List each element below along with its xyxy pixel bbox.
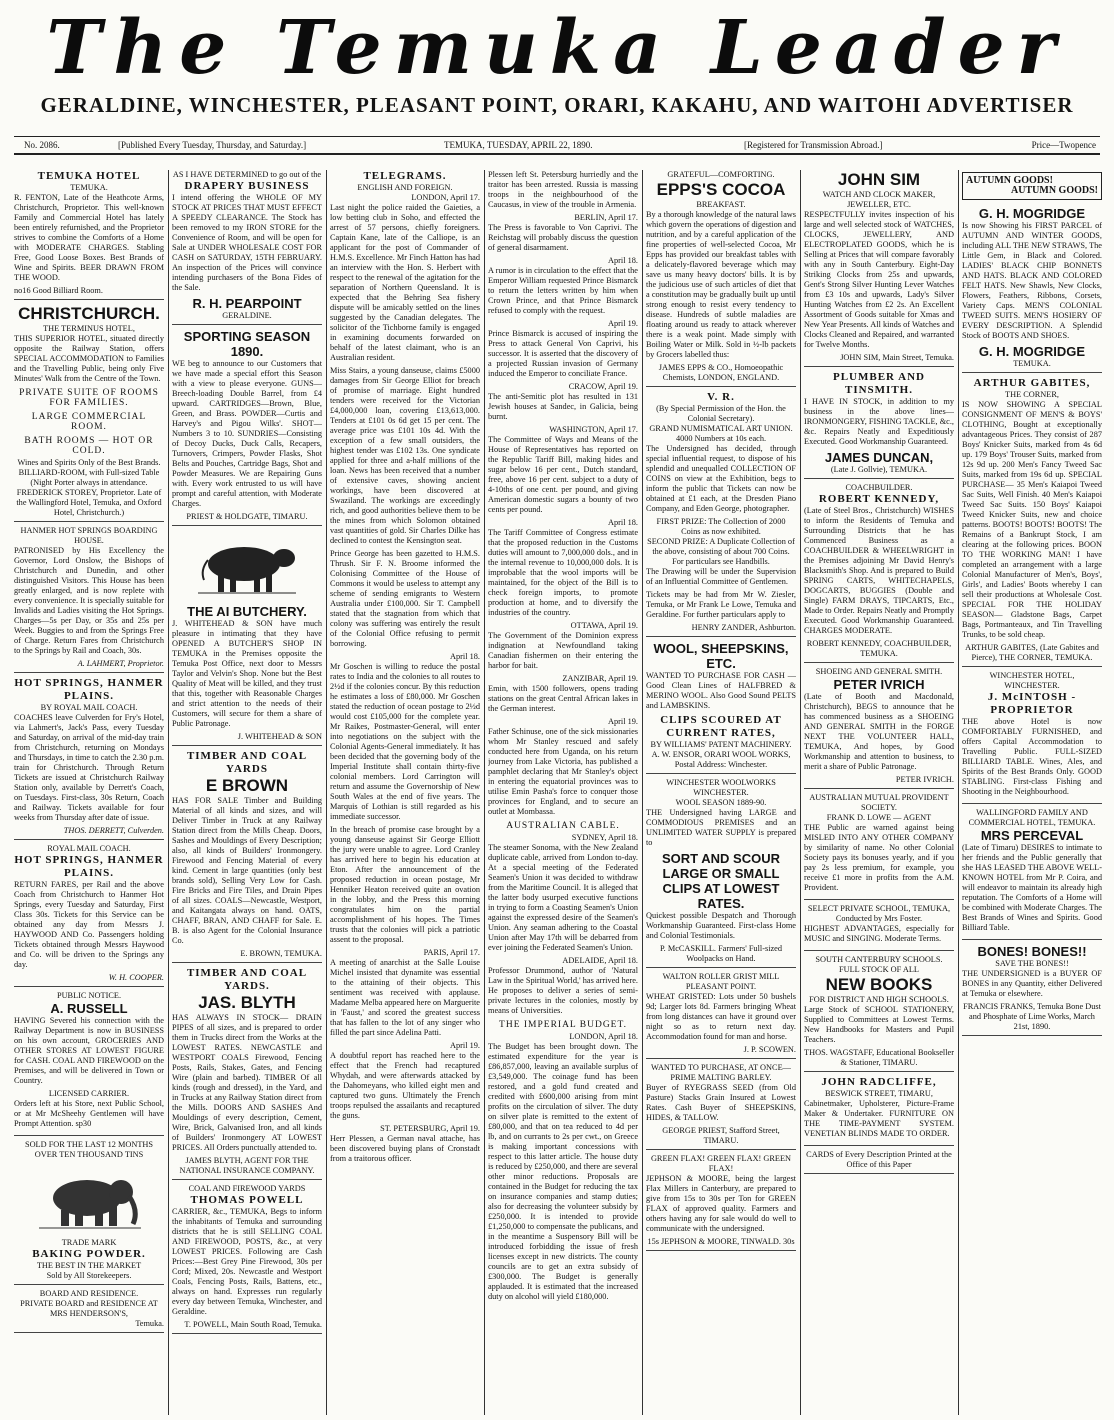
article-paragraph: Father Schinuse, one of the sick missionaries whom Mr Stanley rescued and safely conducted here from Uganda, on his return journey from Lake Victoria, has published a pamphlet declaring that Mr Stanley's object in entering the equatorial provinces was to utilise Emin Pasha's force to conquer those provinces for England, and to secure an outlet at Mombassa. <box>488 727 638 816</box>
drapery-ad <box>172 170 322 325</box>
mogridge-ad <box>962 172 1102 373</box>
article-paragraph: A rumor is in circulation to the effect that the Emperor William requested Prince Bismarck to return the letters written by him when Crown Prince, and that Prince Bismarck refused to comply with the request. <box>488 266 638 315</box>
ad-title: WINCHESTER HOTEL, WINCHESTER. <box>989 671 1075 690</box>
ad-subtitle: BY ROYAL MAIL COACH. <box>40 703 138 712</box>
ad-title: PLUMBER AND TINSMITH. <box>833 371 925 396</box>
ad-subtitle: THE CORNER, <box>1005 390 1059 399</box>
elephant-icon <box>29 1166 149 1232</box>
ad-pretitle: V. R. <box>707 391 735 403</box>
ad-body: COACHES leave Culverden for Fry's Hotel, via Lahmert's, Jack's Pass, every Tuesday and Saturday, on arrival of the mid-day train from Christchurch, returning on Mondays and Thursdays, in time to catch the 2.30 p.m. train for Christchurch. Through Return Tickets are issued at Christchurch Railway Station only, available by Derrett's Coach, on Tuesdays. First-class, 30s Return, Coach and Railway. Tickets available for four weeks from Thursday after date of issue. <box>14 713 164 822</box>
ad-title: WALLINGFORD FAMILY AND COMMERCIAL HOTEL, TEMUKA. <box>968 808 1096 827</box>
ad-subtitle: SAVE THE BONES!! <box>995 959 1069 968</box>
ad-name: JAMES DUNCAN, <box>824 450 934 465</box>
ad-line: LICENSED CARRIER. <box>48 1089 130 1098</box>
article-paragraph: Miss Stairs, a young danseuse, claims £5000 damages from Sir George Elliot for breach of promise of marriage. Eight hundred tenders were received for the Victorian £4,000,000 loan, covering £13,613,000. Tenders at £101 0s 6d get 15 per cent. The average price was £101 10s 4d. With the exception of a few small outsiders, the highest tender was £102 13s. One syndicate applied for three and a-half millions of the loan. News has been received that a number of extensive caves, showing ancient workings, have been discovered at Swaziland. The workings are exceedingly rich, and good authorities believe them to be the mines from which Solomon obtained vast quantities of gold. Sir Charles Dilke has declined to contest the Kensington seat. <box>330 366 480 545</box>
ad-place: GERALDINE. <box>222 311 272 320</box>
ad-title: JOHN SIM <box>837 170 921 189</box>
dateline: April 18. <box>608 518 638 527</box>
ad-title: GREEN FLAX! GREEN FLAX! GREEN FLAX! <box>650 1154 792 1173</box>
article-paragraph: A doubtful report has reached here to the effect that the French had recaptured Whydah, and were afterwards attacked by the Dahomeyans, who killed eight men and captured two guns. Ultimately the French troops repulsed the assailants and recaptured the guns. <box>330 1051 480 1120</box>
article-paragraph: The Government of the Dominion express indignation at Newfoundland taking Canadian fishermen on their entering the harbor for bait. <box>488 631 638 670</box>
article-paragraph: Last night the police raided the Gaieties, a low betting club in Soho, and effected the arrest of 57 persons, chiefly foreigners. Captain Kane, late of the Calliope, is an applicant for the post of Commander of H.M.S. Excellence. Mr Finch Hatton has had an interview with the Hon. S. Herbert with respect to the renewal of the agitation for the separation of Northern Queensland. It is expected that the Behring Sea fishery dispute will be amicably settled on the lines suggested by the Canadian delegates. The solicitor of the Tichborne family is engaged in examining documents forwarded on behalf of the latest claimant, who is an Australian resident. <box>330 203 480 362</box>
article-paragraph: Professor Drummond, author of 'Natural Law in the Spiritual World,' has arrived here. He proposes to deliver a series of semi-private lectures in the colonies, mostly by means of Universities. <box>488 966 638 1015</box>
publication-schedule: [Published Every Tuesday, Thursday, and Saturday.] <box>118 140 307 150</box>
ad-title: CHRISTCHURCH. <box>18 304 160 323</box>
ad-body: CARRIER, &c., TEMUKA, Begs to inform the inhabitants of Temuka and surrounding districts that he is still SELLING COAL AND FIREWOOD, POSTS, &c., at very LOWEST PRICES. Following are Cash Prices:—Best Grey Pine Firewood, 30s per Cord; Mixed, 20s. Newcastle and Westport Coals, Fencing Posts, Rails, Battens, etc., always on hand. Expresses run regularly every day between Temuka, Winchester, and Geraldine. <box>172 1207 322 1316</box>
dateline: April 18. <box>450 652 480 661</box>
dateline: ADELAIDE, April 18. <box>562 956 638 965</box>
ad-body: THE above Hotel is now COMFORTABLY FURNISHED, and offers Capital Accommodation to Travelling Public. FULL-SIZED BILLIARD TABLE. Wines, Ales, and Spirits of the Best Brands Only. GOOD STABLING. First-class Fishing and Shooting in the Neighbourhood. <box>962 717 1102 796</box>
first-prize: FIRST PRIZE: The Collection of 2000 Coins as now exhibited. <box>656 517 786 536</box>
dateline-bar <box>14 136 1100 155</box>
ad-body: (Late of Timaru) DESIRES to intimate to her friends and the Public generally that she HAS LEASED THE ABOVE WELL-KNOWN HOTEL from Mr P. Coira, and will endeavor to maintain its already high reputation. The Comforts of a Home will be combined with Moderate Charges. The Best Brands of Wines and Spirits. Good Billiard Table. <box>962 843 1102 932</box>
printing-ad <box>804 1150 954 1174</box>
ad-body: Buyer of RYEGRASS SEED (from Old Pasture) Stacks Grain Insured at Lowest Rates. Cash Buyer of SHEEPSKINS, HIDES, & TALLOW. <box>646 1083 796 1122</box>
ad-title: EPPS'S COCOA <box>656 180 786 199</box>
ad-title: AUTUMN GOODS! <box>966 175 1053 186</box>
ad-place: PLEASANT POINT. <box>685 982 757 991</box>
article-paragraph: In the breach of promise case brought by a young danseuse against Sir George Elliott the jury were unable to agree. Lord Cranley has arrived here to begin his education at Eton. After the announcement of the proposed reduction in ocean postage, Mr Henniker Heaton received quite an ovation in the lobby, and the Press this morning congratulates him on the partial accomplishment of his hopes. The Times trusts that the colonies will pick a patriotic assent to the proposal. <box>330 825 480 944</box>
epps-cocoa-ad <box>646 170 796 387</box>
ad-signature: W. H. COOPER. <box>108 973 164 982</box>
ad-subtitle: WATCH AND CLOCK MAKER, JEWELLER, ETC. <box>822 190 936 209</box>
ad-subtitle: 4000 Numbers at 10s each. <box>675 434 767 443</box>
ad-body: Is now Showing his FIRST PARCEL of AUTUMN AND WINTER GOODS, including ALL THE NEW STRAWS, The Little Gem, in Black and Colored. LADIES' BLACK CHIP BONNETS AND HATS. BLACK AND COLORED FELT HATS. New Shawls, New Clocks, Flowers, Feathers, Ribbons, Corsets, Variety Caps. MEN'S COLONIAL TWEED SUITS. MEN'S HOSIERY OF EVERY DESCRIPTION. A Splendid Stock of BOOTS AND SHOES. <box>962 221 1102 340</box>
ad-signature: E. BROWN, TEMUKA. <box>240 949 322 958</box>
ad-name: MRS PERCEVAL <box>980 828 1084 843</box>
ad-body: I intend offering the WHOLE OF MY STOCK AT PRICES THAT MUST EFFECT A SPEEDY CLEARANCE. The Stock has been removed to my IRON STORE for the Convenience of Room, and will be open for Sale at UNDER WHOLESALE COST FOR CASH on SATURDAY, 15TH FEBRUARY. An inspection of the Prices will convince intending purchasers of the Bona Fides of the Sale. <box>172 193 322 292</box>
issue-date: TEMUKA, TUESDAY, APRIL 22, 1890. <box>444 140 593 150</box>
ad-body: RETURN FARES, per Rail and the above Coach from Christchurch to Hanmer Hot Springs, every Tuesday and Saturday, First Class 30s. Tickets for this Service can be obtained any day from Messrs J. HAYWOOD AND Co. Passengers holding Tickets obtained through Messrs Haywood and Co. will be driven to the Springs any day. <box>14 880 164 969</box>
ad-body: Cabinetmaker, Upholsterer, Picture-Frame Maker & Undertaker. FURNITURE ON THE TIME-PAYMENT SYSTEM. VENETIAN BLINDS MADE TO ORDER. <box>804 1099 954 1138</box>
ad-body: Large Stock of SCHOOL STATIONERY, Supplied to Committees at Lowest Terms. New Handbooks for Masters and Pupil Teachers. <box>804 1005 954 1044</box>
ad-pretitle: GRATEFUL—COMFORTING. <box>667 170 775 179</box>
ad-body: (Late of Booth and Macdonald, Christchurch), BEGS to announce that he has commenced business as a SHOEING AND GENERAL SMITH in the FORGE NEXT THE VOLUNTEER HALL, TEMUKA, And hopes, by Good Workmanship and attention to business, to merit a share of Public Patronage. <box>804 692 954 771</box>
ad-title: COAL AND FIREWOOD YARDS <box>188 1184 306 1193</box>
ad-body: By a thorough knowledge of the natural laws which govern the operations of digestion and nutrition, and by a careful application of the fine properties of well-selected Cocoa, Mr Epps has provided our breakfast tables with a delicately-flavored beverage which may save us many heavy doctors' bills. It is by the judicious use of such articles of diet that a constitution may be gradually built up until strong enough to resist every tendency to disease. Hundreds of subtle maladies are floating around us ready to attack wherever there is a weak point. Made simply with Boiling Water or Milk. Sold in ½-lb packets by Grocers labelled thus: <box>646 210 796 359</box>
ad-title: SPORTING SEASON 1890. <box>183 329 311 359</box>
ad-signature: R. H. PEARPOINT <box>192 296 302 311</box>
ad-signature: P. McCASKILL. Farmers' Full-sized Woolpacks on Hand. <box>659 944 783 963</box>
ad-body: WANTED TO PURCHASE FOR CASH — Good Clean Lines of HALFBRED & MERINO WOOL. Also Good Sound PELTS and LAMBSKINS. <box>646 671 796 710</box>
column-5 <box>646 170 796 1415</box>
wool-ad <box>646 641 796 774</box>
brown-timber-ad <box>172 750 322 963</box>
autumn-goods-box <box>962 172 1102 200</box>
section-title: THE IMPERIAL BUDGET. <box>499 1020 627 1030</box>
ad-signature: JAMES EPPS & CO., Homoeopathic Chemists, LONDON, ENGLAND. <box>658 363 784 382</box>
ad-title: WINCHESTER WOOLWORKS <box>666 778 776 787</box>
dateline: LONDON, April 17. <box>411 193 480 202</box>
dateline: WASHINGTON, April 17. <box>549 425 638 434</box>
ad-body: THE UNDERSIGNED is a BUYER OF BONES in any Quantity, either Delivered at Temuka or elsewhere. <box>962 969 1102 998</box>
wallingford-hotel-ad <box>962 808 1102 940</box>
board-residence-ad <box>14 1289 164 1333</box>
royal-mail-coach-ad <box>14 844 164 987</box>
column-1 <box>14 170 164 1415</box>
column-rule <box>642 170 643 1415</box>
ivrich-ad <box>804 667 954 789</box>
section-title: TELEGRAMS. <box>363 170 447 182</box>
ad-signature: THOS. WAGSTAFF, Educational Bookseller & Stationer, TIMARU. <box>804 1048 954 1067</box>
ad-subtitle: THE BEST IN THE MARKET <box>36 1261 142 1270</box>
ad-name: THOMAS POWELL <box>190 1194 304 1206</box>
ad-signature: PETER IVRICH. <box>895 775 954 784</box>
ad-body: HAVING Severed his connection with the Railway Department is now in BUSINESS on his own account, GROCERIES AND OTHER STORES AT LOWEST FIGURE for CASH. COAL AND FIREWOOD on the Premises, and will be delivered in Town or Country. <box>14 1016 164 1085</box>
art-union-ad <box>646 391 796 637</box>
ad-title: WANTED TO PURCHASE, AT ONCE— <box>651 1063 791 1072</box>
ad-name: G. H. MOGRIDGE <box>978 206 1086 221</box>
article-paragraph: A meeting of anarchist at the Salle Louise Michel insisted that dynamite was essential to the attaining of their objects. This sentiment was received with applause. Madame Melba appeared here on Marguerite in 'Faust,' and scored the greatest success that has fallen to the lot of any singer who filled the part since Adelina Patti. <box>330 958 480 1037</box>
ad-body: HAS FOR SALE Timber and Building Material of all kinds and sizes, and will Deliver Timber in Truck at any Railway Station direct from the Mills Cheap. Doors, Sashes and Mouldings of Every Description; also, all kinds of Builders' Ironmongery. Firewood and Fencing Material of every kind. Cement in large quantities (only best brands sold), Selling Very Low for Cash. Fire Bricks and Fire Tiles, and Drain Pipes of all sizes. COALS—Newcastle, Westport, and Kaitangata always on hand. OATS, CHAFF, BRAN, AND CHAFF for Sale. E. B. is also Agent for the Colonial Insurance Co. <box>172 796 322 945</box>
grist-mill-ad <box>646 972 796 1059</box>
article-paragraph: The steamer Sonoma, with the New Zealand duplicate cable, arrived from London to-day. At a special meeting of the Federated Seamen's Union it was decided to withdraw from the Maritime Council. It is alleged that the latter body usurped executive functions in trying to form a Coasting Seamen's Union against the expressed desire of the Seamen's Union. Any seaman adhering to the Coastal Union after May 17th will be debarred from ever joining the Federated Seamen's Union. <box>488 843 638 952</box>
dateline: OTTAWA, April 19. <box>570 621 638 630</box>
column-4 <box>488 170 638 1415</box>
powell-ad <box>172 1184 322 1334</box>
ad-title: HOT SPRINGS, HANMER PLAINS. <box>14 677 164 702</box>
article-paragraph: Prince Bismarck is accused of inspiring the Press to attack General Von Caprivi, his successor. It is asserted that the discovery of a projected Russian invasion of Germany induced the Emperor to conciliate France. <box>488 329 638 378</box>
ad-body: RESPECTFULLY invites inspection of his large and well selected stock of WATCHES, CLOCKS, JEWELLERY, AND ELECTROPLATED GOODS, which he is Selling at Prices that will compare favorably with any in South Canterbury. Eight-Day Striking Clocks from 25s and upwards, Gent's Strong Silver Hunting Lever Watches from £3 10s and upwards, Lady's Silver Hunting Watches from £2 2s. An Excellent Assortment of Goods suitable for Xmas and New Year Presents. All kinds of Watches and Clocks Cleaned and Repaired, and warranted for Twelve Months. <box>804 210 954 349</box>
ad-title: THE AI BUTCHERY. <box>187 604 307 619</box>
ad-signature: ARTHUR GABITES, (Late Gabites and Pierce), THE CORNER, TEMUKA. <box>965 643 1099 662</box>
ad-body: The Undersigned has decided, through special influential request, to dispose of his splendid and unequalled COLLECTION OF COINS on view at the Exhibition, begs to inform the public that Tickets can now be obtained at £1 each, at the Dresden Piano Company, and Eden George, photographer. <box>646 444 796 513</box>
ad-subtitle: HOT SPRINGS, HANMER PLAINS. <box>14 854 164 879</box>
price: Price—Twopence <box>1031 140 1096 150</box>
ad-body: R. FENTON, Late of the Heathcote Arms, Christchurch, Proprietor. This well-known Family and Commercial Hotel has lately been entirely refurnished, and the Proprietor strives to combine the Comforts of a Home with MODERATE CHARGES. Stabling Free, Good Loose Boxes. Best Brands of Wine and Spirits. BEER DRAWN FROM THE WOOD. <box>14 193 164 282</box>
ad-title: SELECT PRIVATE SCHOOL, TEMUKA, <box>807 904 951 913</box>
article-paragraph: The Committee of Ways and Means of the House of Representatives has reported on the Republic Tariff Bill, making hides and sugar below 16 per cent., Dutch standard, free, above 16 per cent. subject to a duty of 4-10ths of one cent. per pound, and giving American domestic sugars a bounty of two cents per pound. <box>488 435 638 514</box>
ad-signature: ROBERT KENNEDY, COACHBUILDER, TEMUKA. <box>806 639 952 658</box>
ad-title: WOOL, SHEEPSKINS, ETC. <box>653 641 789 671</box>
dateline: PARIS, April 17. <box>423 948 480 957</box>
ad-highlight: SORT AND SCOUR LARGE OR SMALL CLIPS AT LOWEST RATES. <box>662 851 780 911</box>
ad-line: BILLIARD-ROOM, with Full-sized Table (Night Porter always in attendance. <box>18 468 160 487</box>
dateline: LONDON, April 18. <box>569 1032 638 1041</box>
ad-title: DRAPERY BUSINESS <box>184 180 310 192</box>
dateline: ZANZIBAR, April 19. <box>562 674 638 683</box>
private-school-ad <box>804 904 954 951</box>
ad-signature: J. WHITEHEAD & SON <box>237 732 322 741</box>
ad-title: JOHN RADCLIFFE, <box>821 1076 937 1088</box>
ad-signature: A. LAHMERT, Proprietor. <box>77 659 164 668</box>
ad-signature: FRANCIS FRANKS, Temuka Bone Dust and Phosphate of Lime Works, March 21st, 1890. <box>963 1002 1101 1031</box>
article-paragraph: Prince George has been gazetted to H.M.S. Thrush. Sir F. N. Broome informed the Colonising Committee of the House of Commons it would be useless to attempt any scheme of sending emigrants to Western Australia under £100,000. Sir T. Campbell stated that the stagnation from which that colony was suffering was entirely the result of the Colonial Office refusing to permit borrowing. <box>330 549 480 648</box>
ad-title: ROBERT KENNEDY, <box>818 493 940 505</box>
ad-title: BONES! BONES!! <box>977 944 1087 959</box>
ad-body: J. WHITEHEAD & SON have much pleasure in intimating that they have OPENED A BUTCHER'S SHOP IN TEMUKA in the Premises opposite the Temuka Post Office, next door to Messrs Taylor and Velvin's Shop. None but the Best Quality of Meat will be killed, and they trust that this, together with Reasonable Charges and strict attention to the needs of their Customers, will secure for them a share of Public Patronage. <box>172 619 322 728</box>
ad-signature: 15s JEPHSON & MOORE, TINWALD. 30s <box>647 1237 795 1246</box>
ad-signature: JAMES BLYTH, AGENT FOR THE NATIONAL INSURANCE COMPANY. <box>179 1156 315 1175</box>
ad-line: The Drawing will be under the Supervision of an Influential Committee of Gentlemen. <box>646 567 796 586</box>
ad-body: I HAVE IN STOCK, in addition to my business in the above lines— IRONMONGERY, FISHING TACKLE, &c., &c. Repairs Neatly and Expeditiously Executed. Good Workmanship Guaranteed. <box>804 397 954 446</box>
column-6 <box>804 170 954 1415</box>
ad-name: E BROWN <box>205 776 289 795</box>
ad-body: THE Public are warned against being MISLED INTO ANY OTHER COMPANY by similarity of name. No other Colonial Society pays its bonuses yearly, and if you pay 2s less premium, for example, you receive £1 more in profits from the A.M. Provident. <box>804 823 954 892</box>
ad-title: BOARD AND RESIDENCE. <box>39 1289 139 1298</box>
winchester-woolworks-ad <box>646 778 796 968</box>
ad-title: ARTHUR GABITES, <box>973 377 1091 389</box>
ad-body: THE Undersigned having LARGE and COMMODIOUS PREMISES and an UNLIMITED WATER SUPPLY is prepared to <box>646 808 796 847</box>
hanmer-plains-ad <box>14 677 164 840</box>
butchery-ad <box>172 530 322 746</box>
ad-line: BATH ROOMS — HOT OR COLD. <box>24 436 154 456</box>
column-rule <box>800 170 801 1415</box>
ad-body: HAS ALWAYS IN STOCK— DRAIN PIPES of all sizes, and is prepared to order them in Trucks direct from the Works at the LOWEST RATES. NEWCASTLE and WESTPORT COALS Firewood, Fencing Posts, Rails, Stakes, Gates, and Fencing Wire (plain and barbed). TIMBER Of all kinds (rough and dressed), in the Yard, and in Trucks at any Railway Station direct from the Mills. DOORS AND SASHES And Mouldings of every description, Cement, Wire, Brick, Galvanised Iron, and all kinds of Builders' Ironmongery AT LOWEST PRICES. All Orders punctually attended to. <box>172 1013 322 1152</box>
ad-body: HIGHEST ADVANTAGES, especially for MUSIC and SINGING. Moderate Terms. <box>804 924 954 943</box>
column-rule <box>326 170 327 1415</box>
ad-title: NEW BOOKS <box>825 975 933 994</box>
ad-pretitle: FULL STOCK OF ALL <box>839 965 919 974</box>
article-paragraph: Emin, with 1500 followers, opens trading stations on the great Central African lakes in the German interest. <box>488 684 638 713</box>
bull-icon <box>192 534 302 596</box>
ad-body: PRIVATE BOARD and RESIDENCE AT MRS HENDERSON'S, <box>20 1299 158 1318</box>
newspaper-subtitle: GERALDINE, WINCHESTER, PLEASANT POINT, ORARI, KAKAHU, AND WAITOHI ADVERTISER <box>40 93 1074 117</box>
duncan-ad <box>804 371 954 479</box>
ad-place: TEMUKA. <box>1013 359 1051 368</box>
article-paragraph: The Budget has been brought down. The estimated expenditure for the year is £86,857,000, leaving an available surplus of £3,549,000. The coinage fund has been restored, and a gold fund created and credited with £600,000 arising from mint profits on the circulation of silver. The duty on silver plate is remitted to the extent of £80,000, and that on tea reduced to 4d per lb, and on currants to 2s per cwt., on Greece is making important concessions with respect to this latter article. The house duty is reduced by £250,000, and there are several other minor reductions. Proposals are contained in the Budget for reducing the tax on insurance companies and stamp duties; also for decreasing the volunteer subsidy by £250,000. It is intended to provide £1,250,000 to compensate the publicans, and in the meantime a Suspensory Bill will be introduced forbidding the issue of fresh licenses except in new districts. The county councils are to get an extra subsidy of £300,000. The Budget is generally applauded. It is estimated that the increased duty on alcohol will yield £180,000. <box>488 1042 638 1301</box>
ad-subtitle: Conducted by Mrs Foster. <box>835 914 923 923</box>
dateline: April 19. <box>608 319 638 328</box>
ad-pretitle: AS I HAVE DETERMINED to go out of the <box>172 170 322 179</box>
ad-title: AUTUMN GOODS! <box>1011 185 1098 196</box>
ad-title: WALTON ROLLER GRIST MILL <box>662 972 780 981</box>
ad-body: IS NOW SHOWING A SPECIAL CONSIGNMENT OF MEN'S & BOYS' CLOTHING, Bought at exceptionally advantageous Prices. They consist of 287 Boys' Knicker Suits, marked from 4s 6d up. 179 Boys' Trouser Suits, marked from 12s 9d up. 200 Men's Fancy Tweed Sac Suits, marked from 19s 6d up. SPECIAL PURCHASE— 35 Men's Kaiapoi Tweed Sac Suits, Well Finish. 40 Men's Kaiapoi Tweed Sac Suits. 150 Boys' Kaiapoi Tweed Knicker Suits, new and choice patterns. BOOTS! BOOTS! BOOTS! The Remains of a Bankrupt Stock, I am clearing at the following prices. BOON TO THE WORKING MAN! I have completed an arrangement with a large Colonial Manufacturer of Men's, Boys', Girls', and Ladies' Boots whereby I can sell their productions at Wholesale Cost. SPECIAL FOR THE HOLIDAY SEASON— Gladstone Bags, Carpet Bags, Portmanteaux, and Tin Travelling Trunks, to be sold cheap. <box>962 400 1102 639</box>
ad-title: BAKING POWDER. <box>32 1248 146 1260</box>
ad-title: PETER IVRICH <box>833 677 925 692</box>
ad-subtitle: PRIME MALTING BARLEY. <box>670 1073 772 1082</box>
winchester-hotel-ad <box>962 671 1102 804</box>
ad-body: WE beg to announce to our Customers that we have made a special effort this Season with a view to please everyone. GUNS—Breech-loading Double Barrel, from £4 upward. CARTRIDGES—Brown, Blue, Green, and Brass. POWDER—Curtis and Harvey's and Pigou Wilks'. SHOT—Numbers 3 to 10. SUNDRIES—Consisting of Decoy Ducks, Duck Calls, Recapers, Turnovers, Crimpers, Powder Flasks, Shot Belts and Pouches, Cartridge Bags, Shot and Powder Measures. We are Repairing Guns with. Every work entrusted to us will have prompt and careful attention, with Moderate Charges. <box>172 359 322 508</box>
ad-name: JAS. BLYTH <box>198 993 296 1012</box>
gabites-ad <box>962 377 1102 667</box>
column-rule <box>958 170 959 1415</box>
ad-signature: HENRY ZANDER, Ashburton. <box>691 623 796 632</box>
ad-line: Wines and Spirits Only of the Best Brands. <box>17 458 161 467</box>
ad-pretitle: COACHBUILDER. <box>845 483 913 492</box>
newspaper-title: The Temuka Leader <box>46 5 1068 91</box>
ad-body: THIS SUPERIOR HOTEL, situated directly opposite the Railway Station, offers SPECIAL ACCOMMODATION to Families and the Travelling Public, being only Five Minutes' Walk from the Centre of the Town. <box>14 334 164 383</box>
issue-number: No. 2086. <box>24 140 60 150</box>
ad-signature: JOHN SIM, Main Street, Temuka. <box>840 353 954 362</box>
terminus-hotel-ad <box>14 304 164 522</box>
ad-line: LARGE COMMERCIAL ROOM. <box>31 412 147 432</box>
ad-subtitle: FRANK D. LOWE — AGENT <box>826 813 932 822</box>
ad-line: WOOL SEASON 1889-90. <box>675 798 767 807</box>
article-paragraph: Mr Goschen is willing to reduce the postal rates to India and the colonies to all routes to 2½d if the colonies concur. By this reduction he estimates a loss of £80,000. Mr Goschen stated the reduction of ocean postage to 2½d would cost £105,000 for the complete year. Mr Raikes, Postmaster-General, will enter into negotiations on the subject with the Colonial Agents-General immediately. It has been decided that the governing body of the Imperial Institute shall contain thirty-five colonial members. Lord Carrington will return and assume the Governorship of New South Wales at the end of five years. The Marquis of Lothian is still regarded as his immediate successor. <box>330 662 480 821</box>
ad-subtitle: FOR DISTRICT AND HIGH SCHOOLS. <box>809 995 949 1004</box>
section-title: AUSTRALIAN CABLE. <box>506 821 620 831</box>
ad-line: PRIVATE SUITE OF ROOMS FOR FAMILIES. <box>19 388 159 408</box>
article-paragraph: Plessen left St. Petersburg hurriedly and the traitor has been arrested. Russia is massing troops in the neighbourhood of the Caucasus, in view of the trouble in Armenia. <box>488 170 638 209</box>
column-rule <box>484 170 485 1415</box>
section-subtitle: ENGLISH AND FOREIGN. <box>357 183 453 192</box>
ad-body: WHEAT GRISTED: Lots under 50 bushels 9d; Larger lots 8d. Farmers bringing Wheat from long distances can have it ground over night so as to return next day. Accommodation found for man and horse. <box>646 992 796 1041</box>
sporting-ad <box>172 329 322 526</box>
elephant-illustration <box>14 1164 164 1234</box>
ad-signature: T. POWELL, Main South Road, Temuka. <box>184 1320 322 1329</box>
ad-title: TIMBER AND COAL YARDS <box>186 750 308 775</box>
ad-signature: Orders left at his Store, next Public School, or at Mr McSheehy Gentlemen will have Prompt Attention. sp30 <box>14 1099 164 1128</box>
ad-place: WINCHESTER. <box>693 788 749 797</box>
radcliffe-ad <box>804 1076 954 1146</box>
ad-signature: BY WILLIAMS' PATENT MACHINERY. A. W. ENSOR, ORARI WOOL WORKS, Postal Address: Winchester. <box>650 740 792 769</box>
ad-body: (Late of Steel Bros., Christchurch) WISHES to inform the Residents of Temuka and Surrounding Districts that he has Commenced Business as a COACHBUILDER & WHEELWRIGHT in the Premises adjoining Mr David Henry's Blacksmith's Shop. And is prepared to Build SPRING CARTS, WHITECHAPELS, DOGCARTS, BUGGIES (Double and Single) FARM DRAYS, TIPCARTS, Etc., Made to Order. Repairs Neatly and Promptly Executed. Good Workmanship Guaranteed. CHARGES MODERATE. <box>804 506 954 635</box>
article-paragraph: Herr Plessen, a German naval attache, has been discovered buying plans of Cronstadt from a traitorous officer. <box>330 1134 480 1163</box>
columns <box>14 170 1102 1415</box>
ad-subtitle: BESWICK STREET, TIMARU, <box>824 1089 933 1098</box>
ad-line: Tickets may be had from Mr W. Ziesler, Temuka, or Mr Frank Le Lowe, Temuka and Geraldine. For further particulars apply to <box>646 590 796 619</box>
ad-body: JEPHSON & MOORE, being the largest Flax Millers in Canterbury, are prepared to give from 15s to 30s per Ton for GREEN FLAX of approved quality. Farmers and others having any for sale would do well to communicate with the undersigned. <box>646 1174 796 1233</box>
ad-subtitle: (By Special Permission of the Hon. the Colonial Secretary). <box>656 404 786 423</box>
ad-title: TIMBER AND COAL YARDS. <box>186 967 308 992</box>
article-paragraph: The anti-Semitic plot has resulted in 131 Jewish houses at Sandec, in Galicia, being burnt. <box>488 392 638 421</box>
ad-signature: J. P. SCOWEN. <box>743 1045 796 1054</box>
ad-signature: no16 Good Billiard Room. <box>14 286 103 295</box>
books-ad <box>804 955 954 1072</box>
ad-title: HANMER HOT SPRINGS BOARDING HOUSE. <box>20 526 158 545</box>
ad-title: GRAND NUMISMATICAL ART UNION. <box>649 424 793 433</box>
ad-signature: Sold by All Storekeepers. <box>46 1271 132 1280</box>
ad-pretitle: SHOEING AND GENERAL SMITH. <box>815 667 943 676</box>
trade-mark-label: TRADE MARK <box>61 1238 117 1247</box>
ad-pretitle: SOUTH CANTERBURY SCHOOLS. <box>815 955 943 964</box>
column-2 <box>172 170 322 1415</box>
ad-place: TEMUKA. <box>70 183 108 192</box>
ad-signature: GEORGE PRIEST, Stafford Street, TIMARU. <box>662 1126 780 1145</box>
green-flax-ad <box>646 1154 796 1251</box>
blyth-timber-ad <box>172 967 322 1180</box>
ad-signature: THOS. DERRETT, Culverden. <box>63 826 164 835</box>
ad-subtitle: THE TERMINUS HOTEL, <box>43 324 135 333</box>
ad-signature: FREDERICK STOREY, Proprietor. Late of the Wallingford Hotel, Temuka, and Oxford Hotel, Christchurch.) <box>16 488 162 517</box>
russell-ad <box>14 991 164 1136</box>
column-rule <box>168 170 169 1415</box>
dateline: BERLIN, April 17. <box>574 213 638 222</box>
ad-signature: Temuka. <box>135 1319 164 1328</box>
kennedy-ad <box>804 483 954 663</box>
article-paragraph: The Press is favorable to Von Caprivi. The Reichstag will probably discuss the question of general disarmament. <box>488 223 638 252</box>
masthead <box>0 0 1114 117</box>
bones-ad <box>962 944 1102 1036</box>
john-sim-ad <box>804 170 954 367</box>
ad-subtitle: BREAKFAST. <box>696 200 746 209</box>
second-prize: SECOND PRIZE: A Duplicate Collection of the above, consisting of about 700 Coins. <box>647 537 795 556</box>
ad-body: PATRONISED by His Excellency the Governor, Lord Onslow, the Bishops of Christchurch and Dunedin, and other distinguished Visitors. This House has been greatly enlarged, and is now replete with every convenience. It is specially suitable for Invalids and Ladies visiting the Hot Springs. Charges—5s per Day, or 35s and 25s per Week. Buggies to and from the Springs Free of Charge. Return Fares from Christchurch to the Springs by Rail and Coach, 30s. <box>14 546 164 655</box>
ad-line: For particulars see Handbills. <box>672 557 770 566</box>
article-paragraph: The Tariff Committee of Congress estimate that the proposed reduction in the Customs duties will amount to 7,000,000 dols., and in the internal revenue to 10,000,000 dols. It is improbable that the wool imports will be maintained, for the object of the Bill is to check foreign imports, to promote production at home, and to diversify the industries of the country. <box>488 528 638 617</box>
dateline: SYDNEY, April 18. <box>571 833 638 842</box>
ad-line: CLIPS SCOURED AT CURRENT RATES, <box>660 714 782 739</box>
ad-title: SOLD FOR THE LAST 12 MONTHS OVER TEN THOUSAND TINS <box>24 1140 154 1159</box>
barley-ad <box>646 1063 796 1150</box>
ad-name: J. McINTOSH - PROPRIETOR <box>987 691 1077 716</box>
ad-pretitle: PUBLIC NOTICE. <box>56 991 122 1000</box>
ad-title: AUSTRALIAN MUTUAL PROVIDENT SOCIETY. <box>809 793 949 812</box>
ad-signature: G. H. MOGRIDGE <box>978 344 1086 359</box>
ad-body: Quickest possible Despatch and Thorough Workmanship Guaranteed. First-class Home and Colonial Testimonials. <box>646 911 796 940</box>
bull-illustration <box>172 530 322 600</box>
ad-signature: PRIEST & HOLDGATE, TIMARU. <box>186 512 308 521</box>
dateline: ST. PETERSBURG, April 19. <box>380 1124 480 1133</box>
dateline: CRACOW, April 19. <box>568 382 638 391</box>
column-7 <box>962 170 1102 1415</box>
temuka-hotel-ad <box>14 170 164 300</box>
ad-body: CARDS of Every Description Printed at the Office of this Paper <box>806 1150 952 1169</box>
dateline: April 19. <box>450 1041 480 1050</box>
ad-title: TEMUKA HOTEL <box>37 170 141 182</box>
baking-powder-ad <box>14 1140 164 1285</box>
dateline: April 19. <box>608 717 638 726</box>
ad-title: ROYAL MAIL COACH. <box>47 844 131 853</box>
column-3 <box>330 170 480 1415</box>
ad-title: A. RUSSELL <box>50 1001 128 1016</box>
amp-society-ad <box>804 793 954 900</box>
dateline: April 18. <box>608 256 638 265</box>
ad-signature: (Late J. Gollvie), TEMUKA. <box>830 465 928 474</box>
hanmer-boarding-ad <box>14 526 164 673</box>
registration-note: [Registered for Transmission Abroad.] <box>744 140 883 150</box>
